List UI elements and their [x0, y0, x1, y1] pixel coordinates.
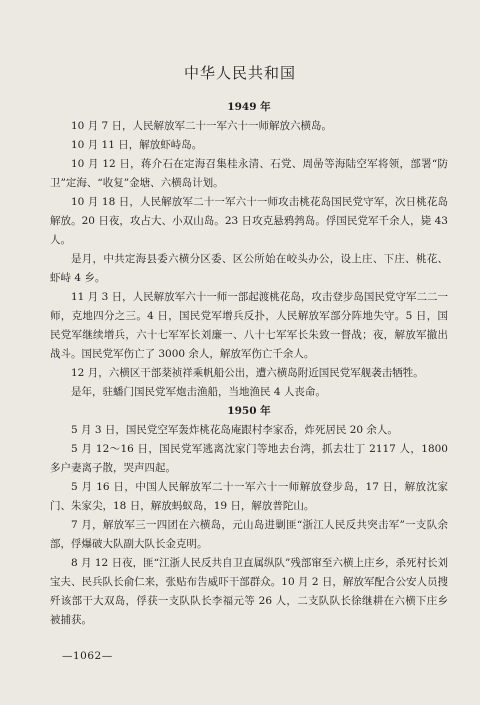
chronicle-entry: 11 月 3 日，人民解放军六十一师一部起渡桃花岛，攻击登步岛国民党守军二二一师，克地四分之三。4 日，国民党军增兵反扑，人民解放军部分阵地失守。5 日，国民党军继续增兵，六十七军军长刘廉一、八十七军军长朱致一督战；夜，解放军撤出战斗。国民党军伤亡了 3000 余人，解放军伤亡千余人。 — [50, 291, 448, 360]
chronicle-entry: 10 月 7 日，人民解放军二十一军六十一师解放六横岛。 — [71, 120, 333, 132]
year-heading: 1949 年 — [227, 101, 271, 113]
chronicle-entry: 5 月 12～16 日，国民党军逃离沈家门等地去台湾，抓去壮丁 2117 人，1800 多户妻离子散，哭声四起。 — [50, 443, 448, 474]
chronicle-entry: 5 月 3 日，国民党空军轰炸桃花岛庵跟村李家岙，炸死居民 20 余人。 — [71, 424, 398, 436]
page-number: —1062— — [62, 650, 113, 662]
chronicle-entry: 5 月 16 日，中国人民解放军二十一军六十一师解放登步岛，17 日，解放沈家门、朱家尖，18 日，解放蚂蚁岛，19 日，解放普陀山。 — [50, 481, 448, 512]
chronicle-entry: 是月，中共定海县委六横分区委、区公所始在峧头办公，设上庄、下庄、桃花、虾峙 4 乡。 — [50, 253, 448, 284]
chronicle-entry: 8 月 12 日夜，匪“江浙人民反共自卫直属纵队”残部窜至六横上庄乡，杀死村长刘宝夫、民兵队长俞仁来，张贴布告威吓干部群众。10 月 2 日，解放军配合公安人员搜歼该部干大双岛，俘获一支队队长李福元等 26 人，二支队队长徐继耕在六横下庄乡被捕获。 — [50, 557, 448, 626]
chronicle-entry: 10 月 12 日，蒋介石在定海召集桂永清、石党、周喦等海陆空军将领，部署“防卫”定海、“收复”金塘、六横岛计划。 — [50, 158, 448, 189]
chronicle-entry: 12 月，六横区干部棻祯祥乘帆船公出，遭六横岛附近国民党军舰袭击牺牲。 — [71, 367, 424, 379]
year-heading: 1950 年 — [227, 405, 271, 417]
chronicle-content — [50, 98, 448, 630]
chronicle-entry: 10 月 11 日，解放虾峙岛。 — [71, 139, 203, 151]
chronicle-entry: 10 月 18 日，人民解放军二十一军六十一师攻击桃花岛国民党守军，次日桃花岛解放。20 日夜，攻占大、小双山岛。23 日攻克悬鸦鹁岛。俘国民党军千余人，毙 43 人。 — [50, 196, 448, 246]
chronicle-entry: 7 月，解放军三一四团在六横岛，元山岛进剿匪“浙江人民反共突击军”一支队余部，俘爆破大队副大队长金克明。 — [50, 519, 448, 550]
chronicle-entry: 是年，驻蟠门国民党军炮击渔船，当地渔民 4 人丧命。 — [71, 386, 326, 398]
page-title: 中华人民共和国 — [183, 64, 296, 82]
